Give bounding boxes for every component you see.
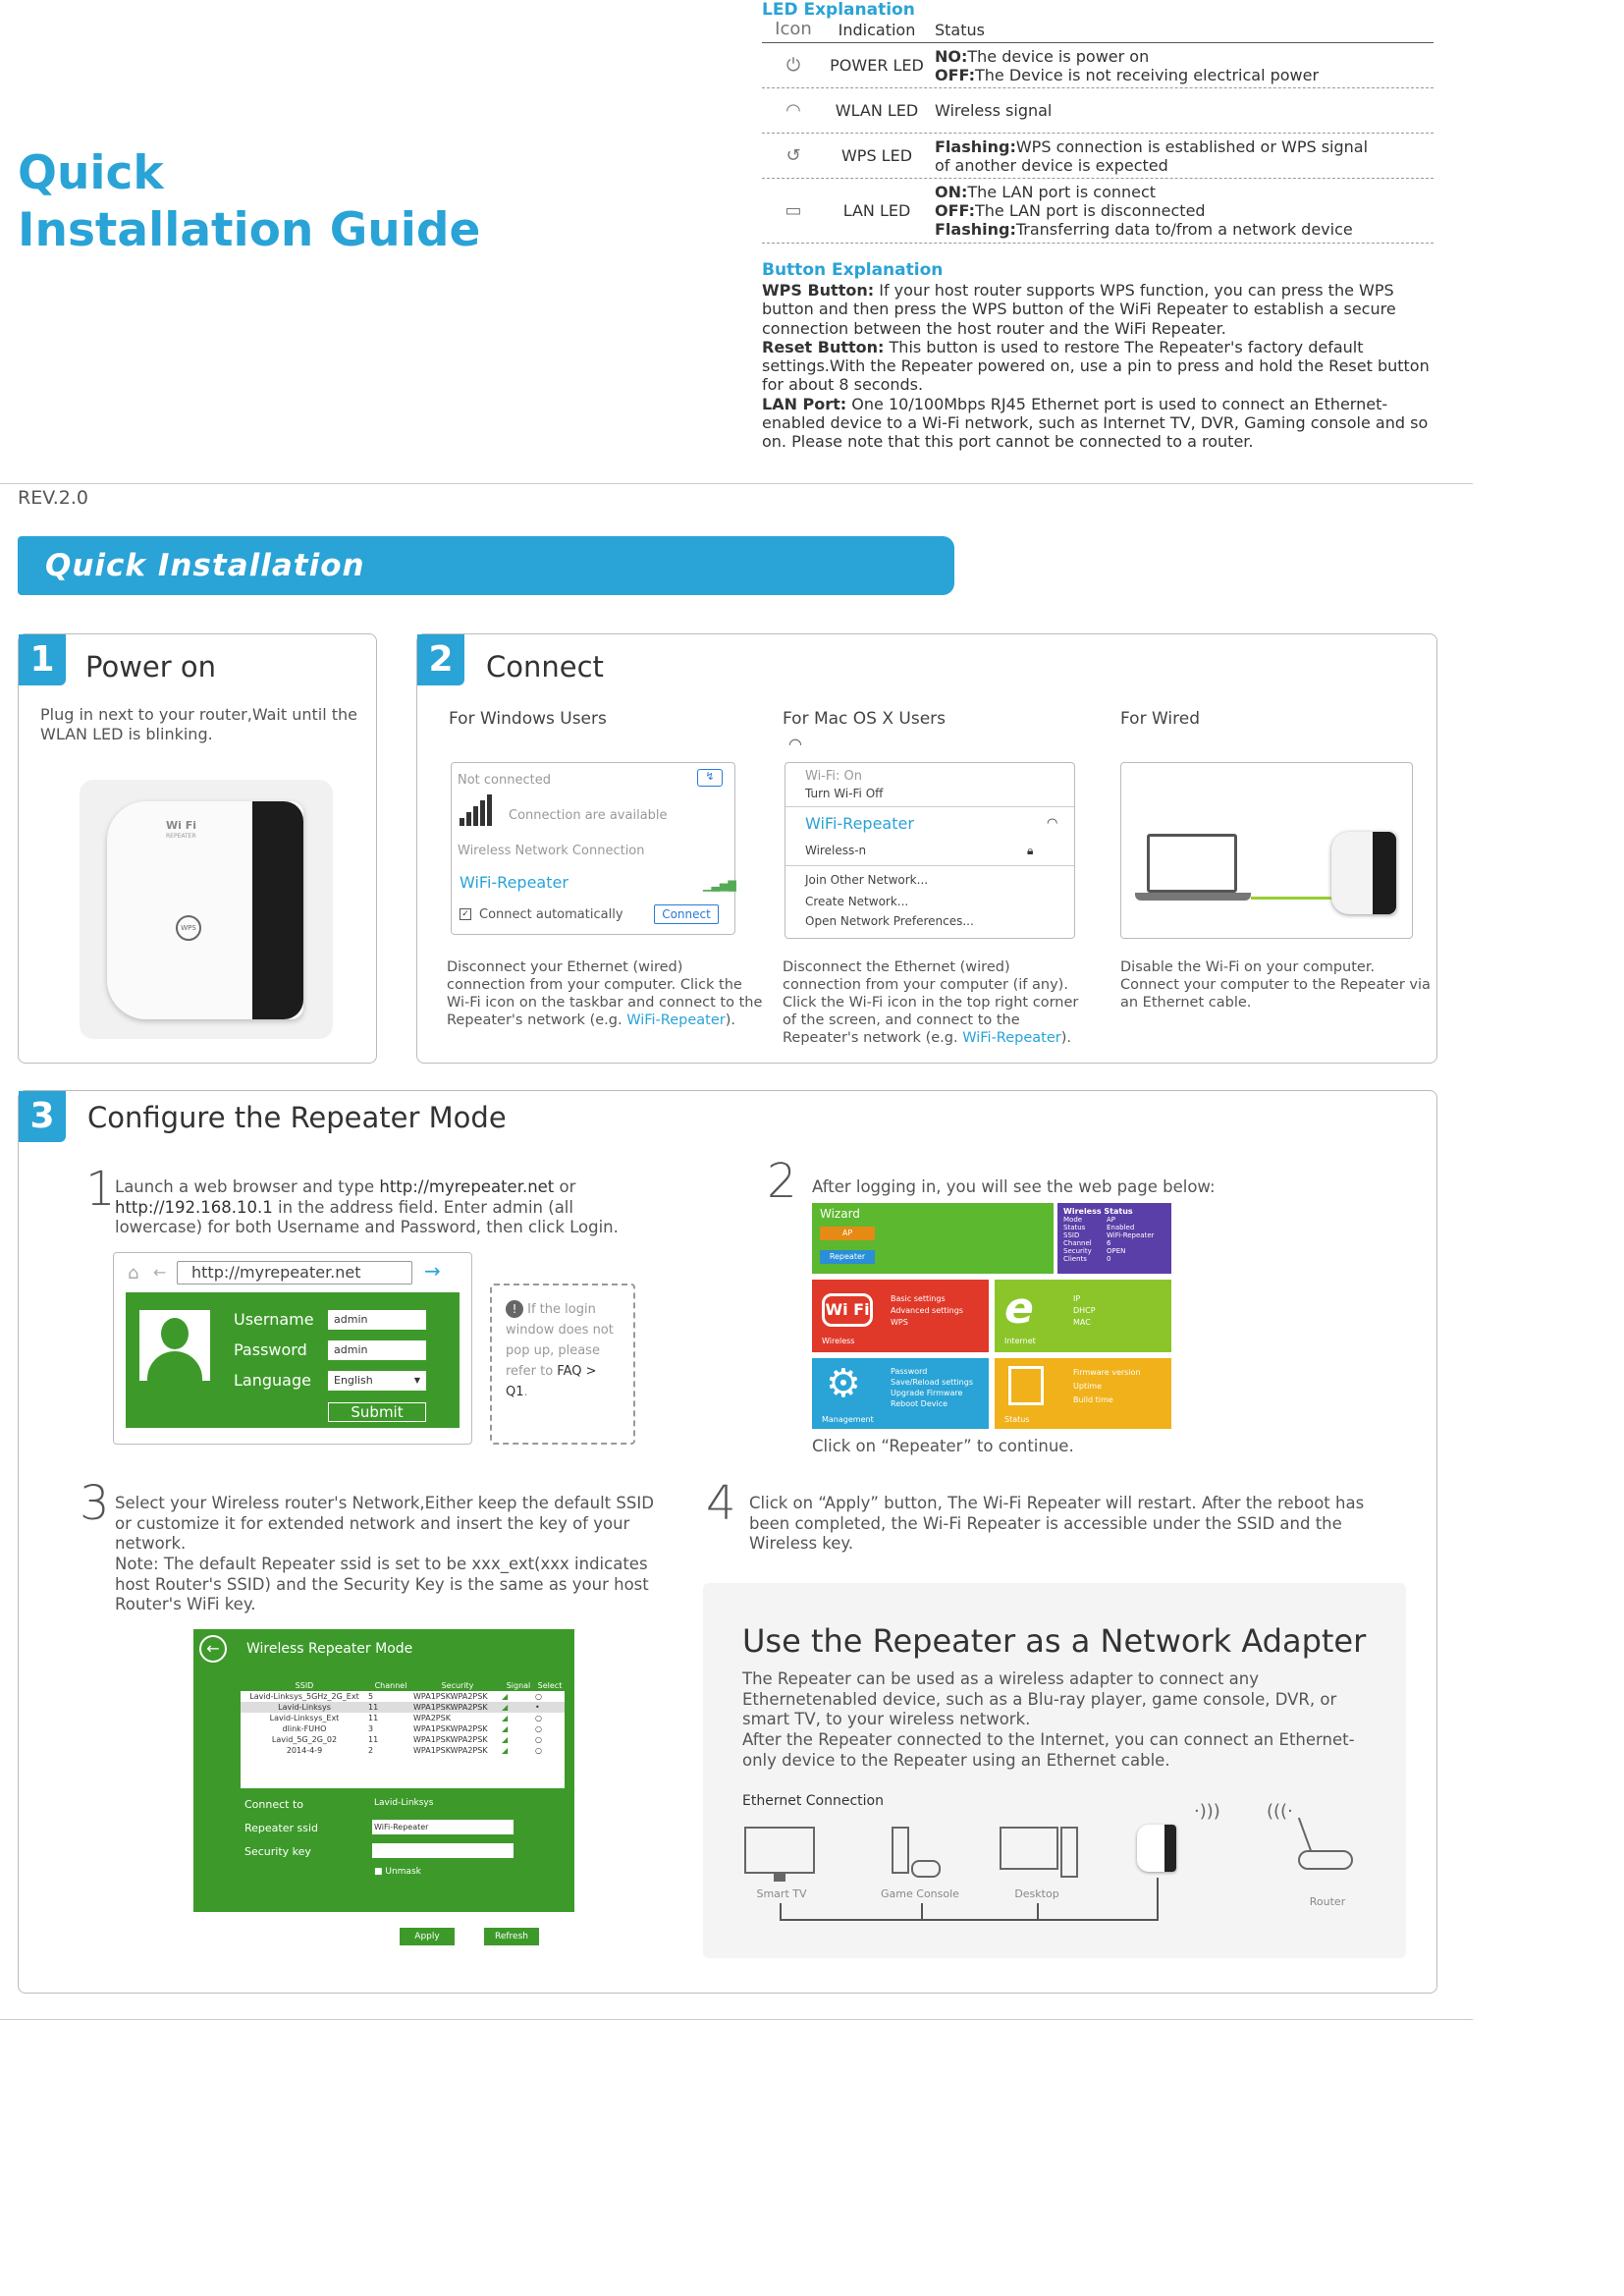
unmask-checkbox[interactable]: ■ Unmask: [374, 1867, 421, 1877]
password-field[interactable]: admin: [328, 1340, 426, 1360]
lock-icon: 🔒︎: [1027, 844, 1034, 857]
wps-icon: ↺: [785, 145, 801, 166]
game-console-label: Game Console: [881, 1887, 959, 1900]
username-label: Username: [234, 1310, 314, 1329]
step3-number: 3: [19, 1091, 66, 1142]
password-label: Password: [234, 1340, 307, 1359]
substep4-number: 4: [706, 1476, 736, 1531]
router-icon: [1298, 1850, 1353, 1870]
admin-dashboard: [812, 1203, 1171, 1429]
gamepad-icon: [911, 1860, 941, 1878]
dashboard-item: Save/Reload settings: [891, 1378, 973, 1387]
back-icon[interactable]: ←: [153, 1263, 167, 1282]
wired-heading: For Wired: [1120, 709, 1200, 729]
table-row[interactable]: Lavid-Linksys_5GHz_2G_Ext 5 WPA1PSKWPA2PSK ◢ ○: [241, 1691, 565, 1702]
win-auto: Connect automatically: [479, 907, 623, 922]
wps-button-icon: WPS: [176, 915, 201, 941]
revision: REV.2.0: [18, 487, 89, 509]
table-header-cell: SSID: [295, 1681, 314, 1690]
connect-to-label: Connect to: [244, 1798, 304, 1811]
mac-join[interactable]: Join Other Network...: [805, 873, 929, 887]
wired-description: Disable the Wi-Fi on your computer. Connect your computer to the Repeater via an Ethernet cable.: [1120, 959, 1431, 1011]
status-row: Clients 0: [1063, 1255, 1111, 1263]
win-ssid[interactable]: WiFi-Repeater: [460, 873, 568, 892]
ap-button[interactable]: AP: [820, 1227, 875, 1240]
security-key-label: Security key: [244, 1845, 311, 1858]
connect-to-value: Lavid-Linksys: [374, 1798, 434, 1808]
lan-label: LAN Port:: [762, 394, 847, 413]
dashboard-item: Upgrade Firmware: [891, 1389, 963, 1397]
mac-wifi-on: Wi-Fi: On: [805, 769, 862, 784]
signal-icon: ◢: [502, 1714, 509, 1722]
substep1-text: Launch a web browser and type http://myrepeater.net or http://192.168.10.1 in the address field. Enter admin (all lowercase) for both Username and Password, then click Login.: [115, 1177, 619, 1236]
dashboard-item: Build time: [1073, 1395, 1113, 1404]
signal-icon: ◢: [502, 1692, 509, 1701]
col-icon: Icon: [775, 19, 812, 39]
wizard-tile[interactable]: Wizard AP Repeater: [812, 1203, 1054, 1274]
table-header-cell: Select: [537, 1681, 563, 1690]
dashboard-item: Firmware version: [1073, 1368, 1141, 1377]
device-sub: REPEATER: [166, 833, 196, 840]
repeater-button[interactable]: Repeater: [820, 1250, 875, 1264]
wrm-title: Wireless Repeater Mode: [246, 1641, 413, 1657]
mac-signal-icon: ◠: [1047, 816, 1058, 831]
back-circle-icon[interactable]: ←: [199, 1635, 227, 1663]
substep2-text: After logging in, you will see the web page below:: [812, 1177, 1216, 1196]
go-arrow-icon[interactable]: →: [424, 1259, 441, 1283]
step2-panel: [416, 633, 1437, 1064]
status-row: SSID WiFi-Repeater: [1063, 1231, 1155, 1239]
smart-tv-icon: [744, 1827, 815, 1874]
win-connect-button[interactable]: Connect: [654, 904, 719, 924]
bottom-divider: [0, 2019, 1473, 2020]
info-icon: !: [506, 1300, 523, 1318]
step1-title: Power on: [85, 650, 217, 683]
title-line1: Quick: [18, 146, 164, 200]
auto-connect-checkbox[interactable]: ✓: [460, 908, 471, 920]
substep3-number: 3: [80, 1476, 110, 1531]
title-line2: Installation Guide: [18, 203, 481, 257]
signal-bars-icon: [460, 793, 499, 826]
mac-wifi-menu: [785, 762, 1075, 939]
win-signal-icon: ▁▃▅▇: [703, 879, 736, 892]
router-waves-icon: (((·: [1267, 1801, 1293, 1822]
wps-text: If your host router supports WPS function, you can press the WPS button and then press the WPS button of the WiFi Repeater to establish a secure connection between the host router and the WiFi Repeater.: [762, 281, 1396, 338]
home-icon[interactable]: ⌂: [128, 1263, 139, 1284]
led-name: LAN LED: [842, 201, 911, 220]
wireless-status-tile: Wireless Status Mode AP Status Enabled SSID WiFi-Repeater Channel 6 Security OPEN Clients 0: [1057, 1203, 1171, 1274]
power-icon: ⏻: [785, 55, 801, 76]
lan-text: One 10/100Mbps RJ45 Ethernet port is used to connect an Ethernet-enabled device to a Wi-Fi network, such as Internet TV, DVR, Gaming console and so on. Please note that this port cannot be connected to a router.: [762, 394, 1429, 452]
dashboard-item: IP: [1073, 1294, 1081, 1303]
substep3-text: Select your Wireless router's Network,Either keep the default SSID or customize it for extended network and insert the key of your network.: [115, 1494, 654, 1553]
select-radio[interactable]: ○: [535, 1724, 542, 1733]
adapter-p1: The Repeater can be used as a wireless adapter to connect any Ethernetenabled device, such as a Blu-ray player, game console, DVR, or smart TV, to your wireless network.: [742, 1669, 1337, 1728]
led-name: WLAN LED: [835, 101, 919, 120]
repeater-device-image: [80, 780, 333, 1039]
security-key-field[interactable]: [372, 1843, 514, 1858]
internet-explorer-icon: e: [1004, 1284, 1034, 1334]
status-row: Channel 6: [1063, 1239, 1111, 1247]
table-row[interactable]: Lavid-Linksys_Ext 11 WPA2PSK ◢ ○: [241, 1713, 565, 1723]
status-row: Status Enabled: [1063, 1224, 1135, 1231]
language-select[interactable]: English ▼: [328, 1371, 426, 1391]
button-heading: Button Explanation: [762, 260, 944, 280]
led-heading: LED Explanation: [762, 0, 915, 20]
gear-icon: ⚙: [826, 1361, 861, 1406]
select-radio[interactable]: ○: [535, 1746, 542, 1755]
select-radio[interactable]: ○: [535, 1735, 542, 1744]
substep3-note: Note: The default Repeater ssid is set to be xxx_ext(xxx indicates host Router's SSID) and the Security Key is the same as your host Router's WiFi key.: [115, 1555, 649, 1613]
win-available: Connection are available: [509, 808, 668, 823]
wireless-tile[interactable]: Wi Fi Wireless Basic settings Advanced settings WPS: [812, 1280, 989, 1352]
guide-title: [18, 145, 480, 259]
smart-tv-label: Smart TV: [756, 1887, 807, 1900]
device-brand: Wi Fi: [166, 819, 197, 832]
substep1-number: 1: [85, 1162, 116, 1217]
mac-wifi-icon[interactable]: ◠: [788, 735, 802, 753]
select-radio[interactable]: ○: [535, 1714, 542, 1722]
desktop-label: Desktop: [1014, 1887, 1059, 1900]
signal-icon: ◢: [502, 1735, 509, 1744]
signal-icon: ◢: [502, 1746, 509, 1755]
mac-create[interactable]: Create Network...: [805, 895, 909, 908]
router-label: Router: [1309, 1895, 1346, 1908]
status-row: Security OPEN: [1063, 1247, 1126, 1255]
status-icon: [1008, 1366, 1044, 1405]
step3-title: Configure the Repeater Mode: [87, 1101, 507, 1134]
reset-label: Reset Button:: [762, 337, 885, 356]
login-window: [113, 1252, 472, 1445]
repeater-ssid-label: Repeater ssid: [244, 1822, 319, 1834]
management-tile[interactable]: ⚙ Management Password Save/Reload settings Upgrade Firmware Reboot Device: [812, 1358, 989, 1429]
mac-open[interactable]: Open Network Preferences...: [805, 914, 974, 928]
ssid-table: [241, 1680, 565, 1788]
username-field[interactable]: admin: [328, 1310, 426, 1330]
apply-button[interactable]: Apply: [400, 1928, 455, 1945]
adapter-p2: After the Repeater connected to the Internet, you can connect an Ethernet-only device to the Repeater using an Ethernet cable.: [742, 1730, 1355, 1770]
network-adapter-section: [703, 1583, 1406, 1958]
table-row[interactable]: dlink-FUHO 3 WPA1PSKWPA2PSK ◢ ○: [241, 1723, 565, 1734]
ethernet-connection-label: Ethernet Connection: [742, 1793, 884, 1809]
step1-panel: [18, 633, 377, 1064]
submit-button[interactable]: Submit: [328, 1402, 426, 1422]
wps-label: WPS Button:: [762, 281, 875, 300]
table-row[interactable]: 2014-4-9 2 WPA1PSKWPA2PSK ◢ ○: [241, 1745, 565, 1756]
led-status: NO:The device is power on OFF:The Device is not receiving electrical power: [935, 46, 1320, 84]
led-row: [762, 134, 1434, 179]
table-header-cell: Signal: [506, 1681, 531, 1690]
refresh-button[interactable]: Refresh: [484, 1928, 539, 1945]
game-console-icon: [892, 1827, 909, 1874]
substep2-number: 2: [767, 1154, 797, 1209]
desktop-tower-icon: [1060, 1827, 1078, 1878]
mac-description: Disconnect the Ethernet (wired) connection from your computer (if any). Click the Wi-Fi icon in the top right corner of the screen, and connect to the Repeater's network (e.g. WiFi-Repeater).: [783, 959, 1079, 1046]
wireless-repeater-mode-window: [193, 1629, 574, 1912]
signal-icon: ◢: [502, 1703, 509, 1712]
laptop-icon: [1147, 834, 1237, 893]
win-wnc: Wireless Network Connection: [458, 844, 645, 858]
win-not-connected: Not connected: [458, 773, 551, 788]
divider: [0, 483, 1473, 484]
table-header-cell: Channel: [374, 1681, 407, 1690]
substep4-text: Click on “Apply” button, The Wi-Fi Repeater will restart. After the reboot has been completed, the Wi-Fi Repeater is accessible under the SSID and the Wireless key.: [749, 1494, 1365, 1553]
led-table-header: [762, 20, 1434, 43]
step1-text: Plug in next to your router,Wait until the WLAN LED is blinking.: [40, 705, 358, 743]
adapter-title: Use the Repeater as a Network Adapter: [742, 1622, 1367, 1660]
table-row[interactable]: Lavid_5G_2G_02 11 WPA1PSKWPA2PSK ◢ ○: [241, 1734, 565, 1745]
mac-heading: For Mac OS X Users: [783, 709, 947, 729]
windows-heading: For Windows Users: [449, 709, 607, 729]
lan-icon: ▭: [785, 200, 802, 221]
step1-number: 1: [19, 634, 66, 685]
dashboard-item: Basic settings: [891, 1294, 946, 1303]
dashboard-item: DHCP: [1073, 1306, 1096, 1315]
led-row: [762, 179, 1434, 244]
windows-wifi-popup: [451, 762, 735, 935]
dashboard-item: Advanced settings: [891, 1306, 963, 1315]
signal-icon: ◢: [502, 1724, 509, 1733]
led-name: POWER LED: [830, 56, 924, 75]
select-radio[interactable]: ○: [535, 1692, 542, 1701]
dashboard-item: WPS: [891, 1318, 908, 1327]
led-row: [762, 43, 1434, 88]
table-row[interactable]: Lavid-Linksys 11 WPA1PSKWPA2PSK ◢ •: [241, 1702, 565, 1713]
ethernet-bus-line: [780, 1919, 1159, 1921]
wired-illustration: [1120, 762, 1413, 939]
button-explanation: [762, 281, 1439, 452]
led-row: [762, 88, 1434, 134]
dashboard-item: Reboot Device: [891, 1399, 948, 1408]
status-row: Mode AP: [1063, 1216, 1116, 1224]
repeater-ssid-field[interactable]: WiFi-Repeater: [372, 1820, 514, 1834]
substep2-caption: Click on “Repeater” to continue.: [812, 1437, 1074, 1455]
reset-text: This button is used to restore The Repeater's factory default settings.With the Repeater powered on, use a pin to press and hold the Reset button for about 8 seconds.: [762, 337, 1430, 395]
led-status: ON:The LAN port is connect OFF:The LAN port is disconnected Flashing:Transferring data to/from a network device: [935, 183, 1353, 239]
status-tile[interactable]: Status Firmware version Uptime Build time: [995, 1358, 1171, 1429]
refresh-icon[interactable]: ↯: [697, 769, 723, 787]
quick-installation-banner: Quick Installation: [18, 536, 954, 595]
wireless-waves-icon: ·))): [1194, 1801, 1220, 1822]
led-name: WPS LED: [840, 146, 913, 165]
desktop-icon: [1000, 1827, 1058, 1870]
led-status: Wireless signal: [935, 101, 1053, 120]
user-avatar-icon: [139, 1310, 210, 1381]
mac-turn-off[interactable]: Turn Wi-Fi Off: [805, 787, 884, 800]
step2-title: Connect: [486, 650, 604, 683]
dashboard-item: MAC: [1073, 1318, 1091, 1327]
login-form: [126, 1292, 460, 1428]
windows-description: Disconnect your Ethernet (wired) connection from your computer. Click the Wi-Fi icon on the taskbar and connect to the Repeater's network (e.g. WiFi-Repeater).: [447, 959, 763, 1028]
mac-other[interactable]: Wireless-n: [805, 844, 867, 857]
table-header-cell: Security: [441, 1681, 474, 1690]
wifi-icon: Wi Fi: [822, 1293, 873, 1327]
col-indication: Indication: [838, 21, 916, 39]
internet-tile[interactable]: e Internet IP DHCP MAC: [995, 1280, 1171, 1352]
address-bar[interactable]: http://myrepeater.net: [177, 1261, 412, 1285]
wifi-icon: ◠: [785, 100, 801, 121]
led-status: Flashing:WPS connection is established or WPS signal of another device is expected: [935, 137, 1369, 175]
dashboard-item: Password: [891, 1367, 928, 1376]
dashboard-item: Uptime: [1073, 1382, 1103, 1391]
select-radio[interactable]: •: [535, 1703, 540, 1712]
col-status: Status: [935, 21, 985, 39]
mac-ssid[interactable]: WiFi-Repeater: [805, 814, 914, 833]
led-table: [762, 20, 1434, 244]
login-note: ! If the login window does not pop up, please refer to FAQ > Q1.: [490, 1284, 635, 1445]
step2-number: 2: [417, 634, 464, 685]
language-label: Language: [234, 1371, 311, 1390]
